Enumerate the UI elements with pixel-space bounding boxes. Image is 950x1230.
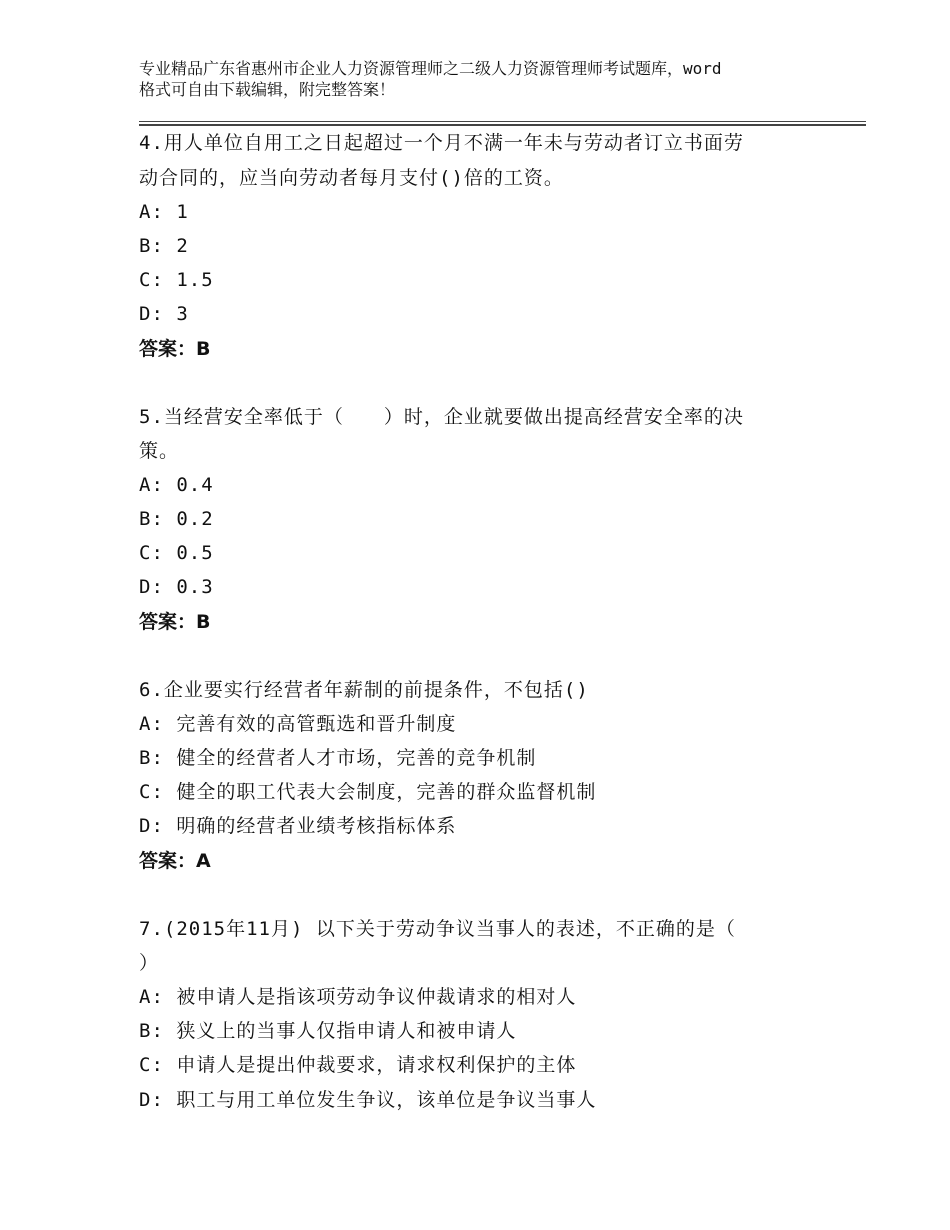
question-7-option-b: B: 狭义上的当事人仅指申请人和被申请人	[139, 1020, 517, 1042]
question-6-answer: 答案：A	[139, 850, 211, 872]
header-divider-thin	[139, 121, 866, 122]
question-6-option-c: C: 健全的职工代表大会制度，完善的群众监督机制	[139, 781, 597, 803]
question-4-stem-line-1: 4.用人单位自用工之日起超过一个月不满一年未与劳动者订立书面劳	[139, 132, 744, 154]
question-5-option-a: A: 0.4	[139, 474, 214, 496]
question-5-option-d: D: 0.3	[139, 576, 214, 598]
header-divider-thick	[139, 124, 866, 126]
question-6-stem-line-1: 6.企业要实行经营者年薪制的前提条件，不包括()	[139, 679, 589, 701]
question-7-option-d: D: 职工与用工单位发生争议，该单位是争议当事人	[139, 1089, 597, 1111]
question-6-option-a: A: 完善有效的高管甄选和晋升制度	[139, 713, 457, 735]
question-5-stem-line-1: 5.当经营安全率低于（ ）时，企业就要做出提高经营安全率的决	[139, 406, 744, 428]
question-7-option-c: C: 申请人是提出仲裁要求，请求权利保护的主体	[139, 1054, 577, 1076]
question-4-option-d: D: 3	[139, 303, 189, 325]
question-7-stem-line-2: ）	[139, 952, 160, 974]
question-4-option-b: B: 2	[139, 235, 189, 257]
question-5-answer: 答案：B	[139, 611, 211, 633]
document-header	[139, 58, 839, 100]
question-4-stem-line-2: 动合同的，应当向劳动者每月支付()倍的工资。	[139, 167, 564, 189]
question-7-option-a: A: 被申请人是指该项劳动争议仲裁请求的相对人	[139, 986, 577, 1008]
question-4-option-c: C: 1.5	[139, 269, 214, 291]
question-4-answer: 答案：B	[139, 338, 211, 360]
header-line-2: 格式可自由下载编辑，附完整答案！	[139, 80, 396, 99]
question-7-stem-line-1: 7.(2015年11月) 以下关于劳动争议当事人的表述，不正确的是（	[139, 918, 736, 940]
question-5-option-c: C: 0.5	[139, 542, 214, 564]
question-4-option-a: A: 1	[139, 201, 189, 223]
question-6-option-d: D: 明确的经营者业绩考核指标体系	[139, 815, 457, 837]
question-5-option-b: B: 0.2	[139, 508, 214, 530]
question-6-option-b: B: 健全的经营者人才市场，完善的竞争机制	[139, 747, 537, 769]
question-5-stem-line-2: 策。	[139, 440, 180, 462]
header-line-1: 专业精品广东省惠州市企业人力资源管理师之二级人力资源管理师考试题库，word	[139, 59, 722, 78]
